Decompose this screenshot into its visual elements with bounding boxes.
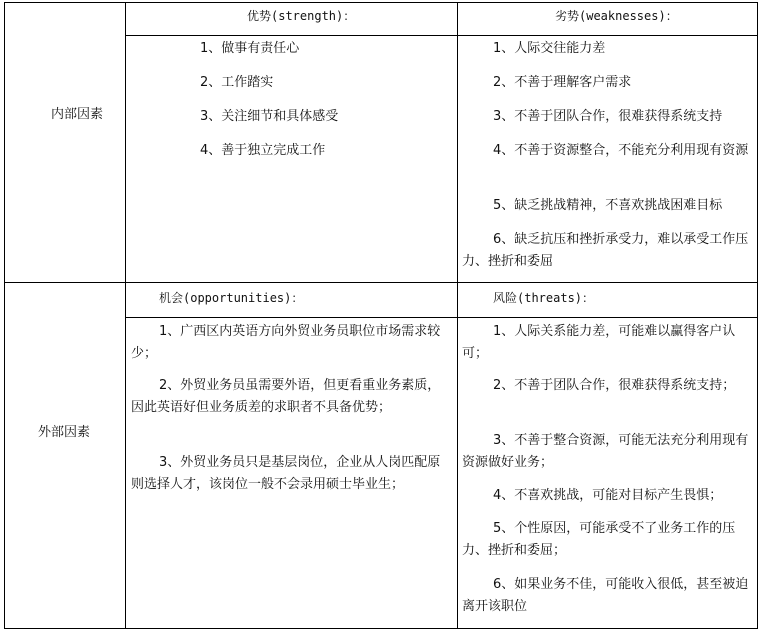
opportunity-item: 1、广西区内英语方向外贸业务员职位市场需求较少； (131, 324, 441, 361)
table-border-left (4, 2, 5, 629)
opportunity-header: 机会(opportunities)： (159, 291, 304, 305)
table-border-bottom (4, 628, 758, 629)
threat-item: 3、不善于整合资源，可能无法充分利用现有资源做好业务； (462, 433, 749, 470)
internal-factors-label: 内部因素 (51, 107, 104, 122)
weakness-item: 2、不善于理解客户需求 (493, 75, 632, 90)
weakness-item: 1、人际交往能力差 (493, 41, 606, 56)
opportunity-item: 2、外贸业务员虽需要外语，但更看重业务素质，因此英语好但业务质差的求职者不具备优势； (131, 378, 441, 415)
threat-item: 4、不喜欢挑战，可能对目标产生畏惧； (493, 488, 723, 503)
weakness-header: 劣势(weaknesses)： (555, 9, 678, 23)
strength-item: 2、工作踏实 (200, 75, 274, 90)
column-divider-1 (125, 2, 126, 629)
threat-item: 1、人际关系能力差，可能难以赢得客户认可； (462, 324, 736, 361)
weakness-item: 6、缺乏抗压和挫折承受力，难以承受工作压力、挫折和委屈 (462, 232, 749, 269)
threat-item: 2、不善于团队合作，很难获得系统支持； (493, 378, 736, 393)
weakness-item: 3、不善于团队合作，很难获得系统支持 (493, 109, 723, 124)
strength-item: 3、关注细节和具体感受 (200, 109, 339, 124)
row-divider-middle (4, 282, 758, 283)
table-border-top (4, 2, 758, 3)
table-border-right (757, 2, 758, 629)
external-factors-label: 外部因素 (38, 425, 91, 440)
threat-item: 5、个性原因，可能承受不了业务工作的压力、挫折和委屈； (462, 521, 736, 558)
column-divider-2 (457, 2, 458, 629)
weakness-item: 4、不善于资源整合，不能充分利用现有资源 (493, 143, 749, 158)
row-divider-external-header (125, 317, 758, 318)
row-divider-internal-header (125, 35, 758, 36)
threat-item: 6、如果业务不佳，可能收入很低，甚至被迫离开该职位 (462, 577, 749, 614)
opportunity-item: 3、外贸业务员只是基层岗位，企业从人岗匹配原则选择人才，该岗位一般不会录用硕士毕业生； (131, 455, 441, 492)
strength-header: 优势(strength)： (247, 9, 356, 23)
strength-item: 4、善于独立完成工作 (200, 143, 326, 158)
weakness-item: 5、缺乏挑战精神，不喜欢挑战困难目标 (493, 198, 723, 213)
threat-header: 风险(threats)： (493, 291, 595, 305)
strength-item: 1、做事有责任心 (200, 41, 300, 56)
